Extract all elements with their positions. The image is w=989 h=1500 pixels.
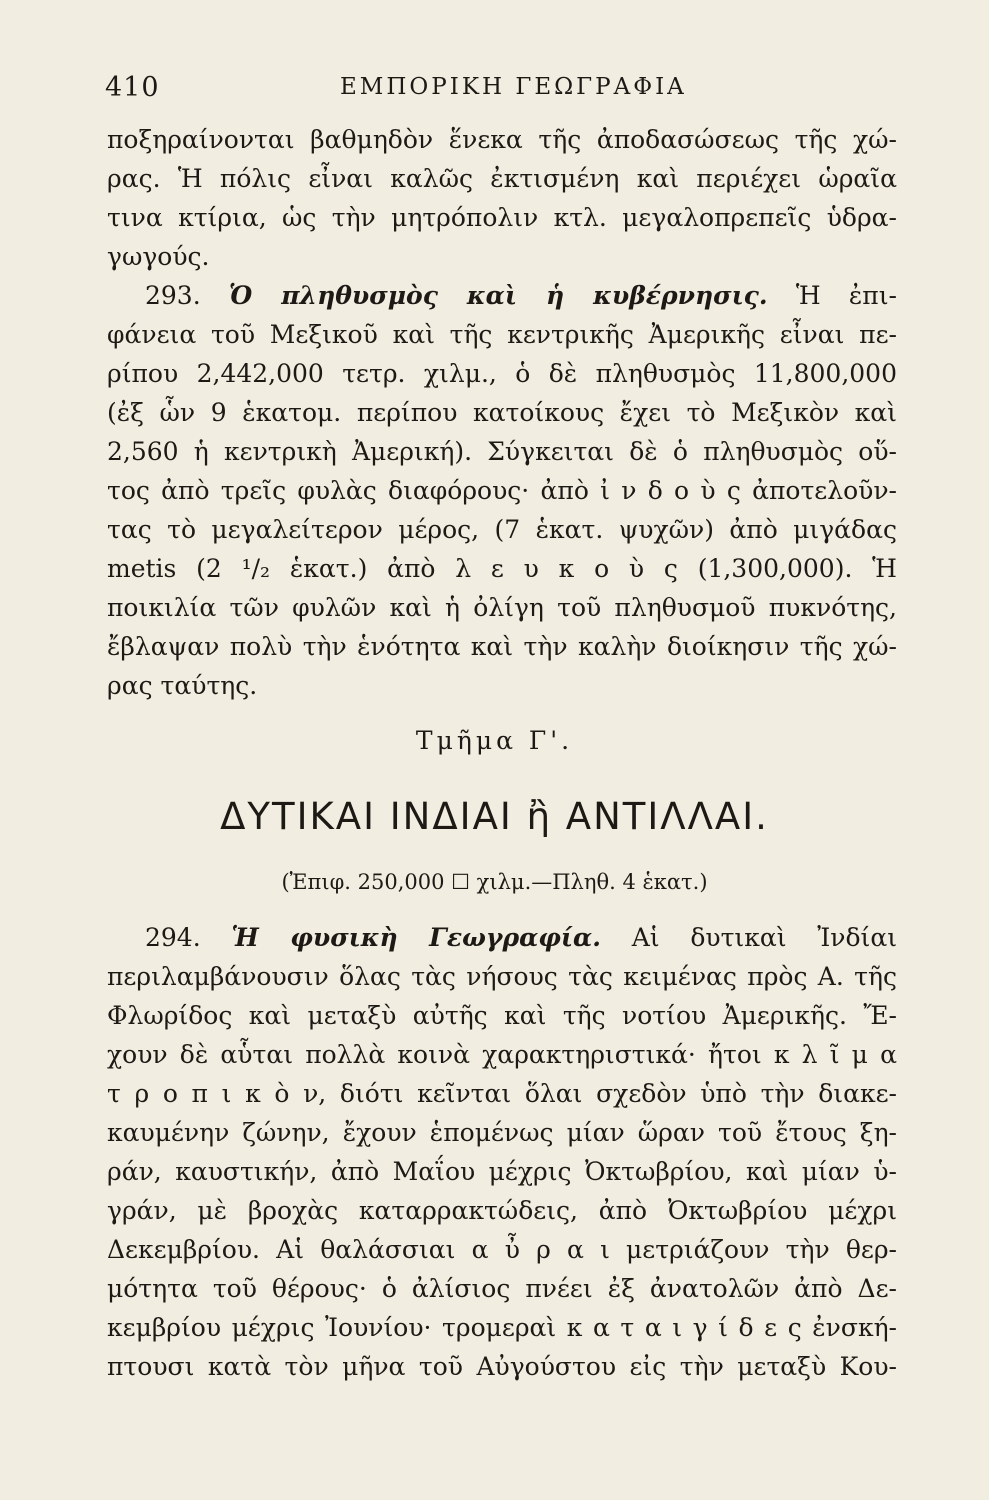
running-head — [105, 72, 895, 112]
text-line: γράν, μὲ βροχὰς καταρρακτώδεις, ἀπὸ Ὀκτωβρίου μέχρι — [107, 1196, 897, 1225]
chapter-title: ΔΥΤΙΚΑΙ ΙΝΔΙΑΙ ἢ ΑΝΤΙΛΛΑΙ. — [220, 795, 769, 838]
text-line: Δεκεμβρίου. Αἱ θαλάσσιαι α ὖ ρ α ι μετριάζουν τὴν θερ- — [107, 1235, 897, 1264]
text-line: 2,560 ἡ κεντρικὴ Ἀμερική). Σύγκειται δὲ ὁ πληθυσμὸς οὕ- — [107, 437, 897, 466]
text-line: ποξηραίνονται βαθμηδὸν ἕνεκα τῆς ἀποδασώσεως τῆς χώ- — [107, 125, 897, 154]
text-line: metis (2 ¹/₂ ἑκατ.) ἀπὸ λ ε υ κ ο ὺ ς (1,300,000). Ἡ — [107, 554, 897, 583]
text-fragment: Αἱ δυτικαὶ Ἰνδίαι — [631, 923, 898, 952]
page-number: 410 — [105, 72, 160, 103]
text-line: καυμένην ζώνην, ἔχουν ἑπομένως μίαν ὥραν τοῦ ἔτους ξη- — [107, 1118, 897, 1147]
text-line: ράν, καυστικήν, ἀπὸ Μαΐου μέχρις Ὀκτωβρίου, καὶ μίαν ὑ- — [107, 1157, 897, 1186]
text-line: μότητα τοῦ θέρους· ὁ ἀλίσιος πνέει ἐξ ἀνατολῶν ἀπὸ Δε- — [107, 1274, 897, 1303]
body-text-bottom — [107, 918, 897, 1386]
section-title: Ἡ φυσικὴ Γεωγραφία. — [231, 923, 601, 952]
text-line: κεμβρίου μέχρις Ἰουνίου· τρομεραὶ κ α τ α ι γ ί δ ε ς ἐνσκή- — [107, 1313, 897, 1342]
text-line: γωγούς. — [107, 242, 210, 271]
text-line: (ἐξ ὧν 9 ἑκατομ. περίπου κατοίκους ἔχει τὸ Μεξικὸν καὶ — [107, 398, 897, 427]
text-line: ρίπου 2,442,000 τετρ. χιλμ., ὁ δὲ πληθυσμὸς 11,800,000 — [107, 359, 897, 388]
chapter-subtitle: (Ἐπιφ. 250,000 ☐ χιλμ.—Πληθ. 4 ἑκατ.) — [281, 870, 708, 894]
text-line: φάνεια τοῦ Μεξικοῦ καὶ τῆς κεντρικῆς Ἀμερικῆς εἶναι πε- — [107, 320, 897, 349]
section-number: 293. — [145, 281, 201, 310]
text-line: τας τὸ μεγαλείτερον μέρος, (7 ἑκατ. ψυχῶν) ἀπὸ μιγάδας — [107, 515, 897, 544]
text-line: χουν δὲ αὗται πολλὰ κοινὰ χαρακτηριστικά· ἤτοι κ λ ῖ μ α — [107, 1040, 897, 1069]
text-line: τ ρ ο π ι κ ὸ ν, διότι κεῖνται ὅλαι σχεδὸν ὑπὸ τὴν διακε- — [107, 1079, 897, 1108]
text-line: περιλαμβάνουσιν ὅλας τὰς νήσους τὰς κειμένας πρὸς Α. τῆς — [107, 962, 897, 991]
text-line: ποικιλία τῶν φυλῶν καὶ ἡ ὀλίγη τοῦ πληθυσμοῦ πυκνότης, — [107, 593, 897, 622]
section-label: Τμῆμα Γ'. — [415, 726, 574, 755]
text-line: τινα κτίρια, ὡς τὴν μητρόπολιν κτλ. μεγαλοπρεπεῖς ὑδρα- — [107, 203, 897, 232]
section-293-heading-line — [107, 276, 897, 315]
section-294-heading-line — [107, 918, 897, 957]
body-text-top — [107, 120, 897, 705]
text-line: ρας. Ἡ πόλις εἶναι καλῶς ἐκτισμένη καὶ περιέχει ὡραῖα — [107, 164, 897, 193]
running-title: ΕΜΠΟΡΙΚΗ ΓΕΩΓΡΑΦΙΑ — [340, 74, 687, 100]
text-line: ἔβλαψαν πολὺ τὴν ἑνότητα καὶ τὴν καλὴν διοίκησιν τῆς χώ- — [107, 632, 897, 661]
text-fragment: Ἡ ἐπι- — [795, 281, 897, 310]
section-title: Ὁ πληθυσμὸς καὶ ἡ κυβέρνησις. — [228, 281, 768, 310]
section-number: 294. — [145, 923, 201, 952]
text-line: τος ἀπὸ τρεῖς φυλὰς διαφόρους· ἀπὸ ἰ ν δ ο ὺ ς ἀποτελοῦν- — [107, 476, 897, 505]
text-line: Φλωρίδος καὶ μεταξὺ αὐτῆς καὶ τῆς νοτίου Ἀμερικῆς. Ἔ- — [107, 1001, 897, 1030]
text-line: πτουσι κατὰ τὸν μῆνα τοῦ Αὐγούστου εἰς τὴν μεταξὺ Κου- — [107, 1352, 897, 1381]
text-line: ρας ταύτης. — [107, 671, 258, 700]
